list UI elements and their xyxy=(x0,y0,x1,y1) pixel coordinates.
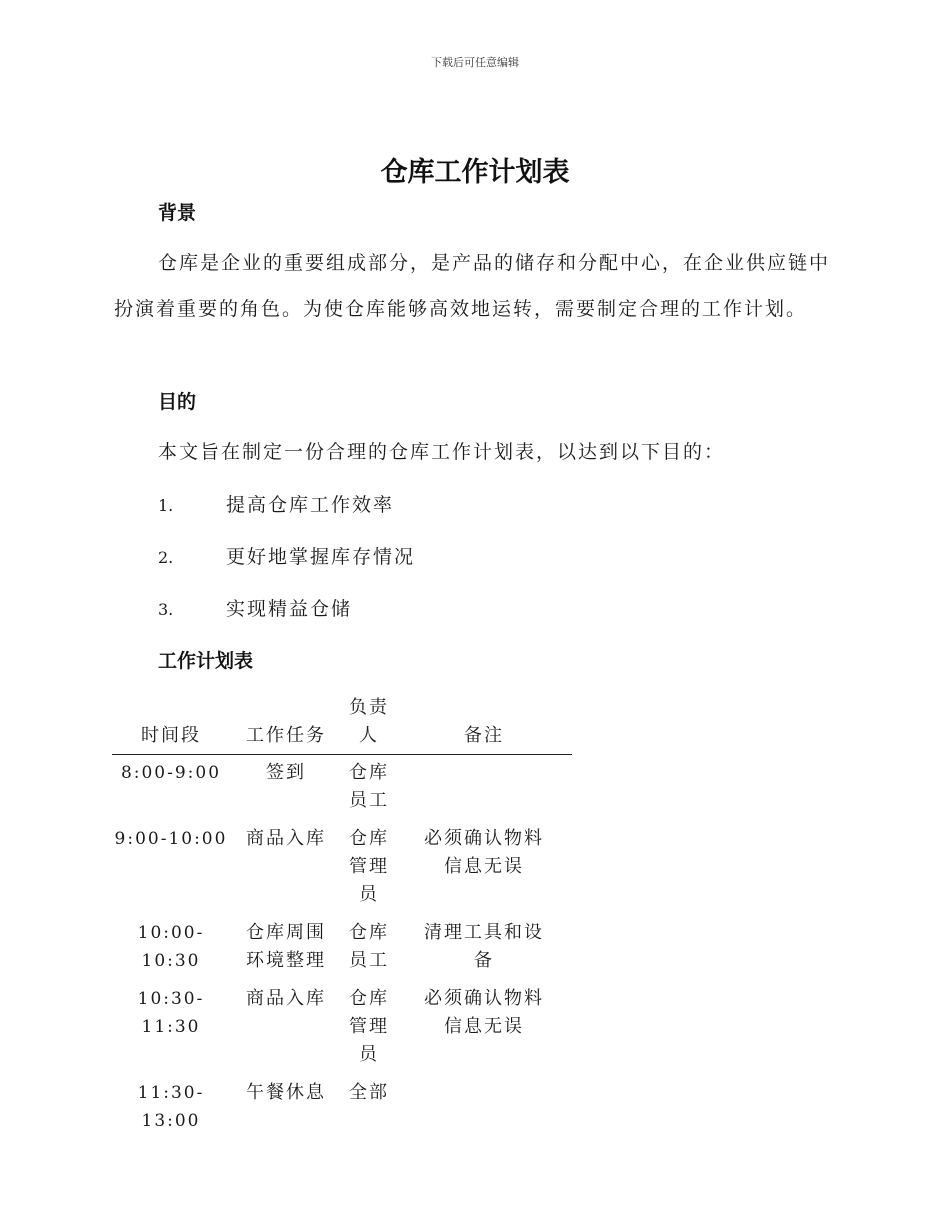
background-paragraph: 仓库是企业的重要组成部分，是产品的储存和分配中心，在企业供应链中扮演着重要的角色。为使仓库能够高效地运转，需要制定合理的工作计划。 xyxy=(114,252,831,320)
list-text: 提高仓库工作效率 xyxy=(226,494,395,516)
cell-time: 8:00-9:00 xyxy=(120,763,222,783)
document-title: 仓库工作计划表 xyxy=(380,157,570,188)
table-row xyxy=(112,755,572,822)
cell-note: 必须确认物料信息无误 xyxy=(424,988,544,1037)
purpose-list-item xyxy=(158,490,394,517)
cell-note xyxy=(396,1075,572,1141)
list-text: 实现精益仓储 xyxy=(226,598,353,620)
list-number: 1. xyxy=(158,496,174,515)
cell-note: 必须确认物料信息无误 xyxy=(424,828,544,877)
column-header-note: 备注 xyxy=(396,694,572,755)
section-heading-plan: 工作计划表 xyxy=(158,650,254,672)
cell-time: 10:00-10:30 xyxy=(137,923,205,971)
table-row xyxy=(112,981,572,1075)
cell-owner: 仓库员工 xyxy=(349,922,389,971)
cell-owner: 全部 xyxy=(349,1082,389,1103)
cell-owner: 仓库员工 xyxy=(349,762,389,811)
column-header-time: 时间段 xyxy=(112,694,230,755)
list-number: 2. xyxy=(158,548,174,567)
cell-time: 11:30-13:00 xyxy=(137,1083,205,1131)
cell-owner: 仓库管理员 xyxy=(349,988,389,1065)
list-number: 3. xyxy=(158,600,174,619)
purpose-intro: 本文旨在制定一份合理的仓库工作计划表，以达到以下目的： xyxy=(158,441,726,463)
cell-time: 10:30-11:30 xyxy=(137,989,205,1037)
purpose-list-item xyxy=(158,542,415,569)
cell-note xyxy=(396,755,572,822)
table-row xyxy=(112,915,572,981)
section-heading-background: 背景 xyxy=(158,202,197,224)
cell-time: 9:00-10:00 xyxy=(114,829,228,849)
page-header-note: 下载后可任意编辑 xyxy=(431,56,519,69)
cell-task: 仓库周围环境整理 xyxy=(246,922,326,971)
table-row xyxy=(112,821,572,915)
table-header-row xyxy=(112,694,572,755)
cell-task: 商品入库 xyxy=(246,828,326,849)
list-text: 更好地掌握库存情况 xyxy=(226,546,416,568)
cell-task: 签到 xyxy=(266,762,306,783)
section-heading-purpose: 目的 xyxy=(158,391,197,413)
table-row xyxy=(112,1075,572,1141)
cell-task: 午餐休息 xyxy=(246,1082,326,1103)
cell-owner: 仓库管理员 xyxy=(349,828,389,905)
cell-task: 商品入库 xyxy=(246,988,326,1009)
work-plan-table xyxy=(112,694,572,1141)
column-header-task: 工作任务 xyxy=(230,694,342,755)
cell-note: 清理工具和设备 xyxy=(424,922,544,971)
column-header-owner: 负责人 xyxy=(342,694,396,755)
purpose-list-item xyxy=(158,594,352,621)
